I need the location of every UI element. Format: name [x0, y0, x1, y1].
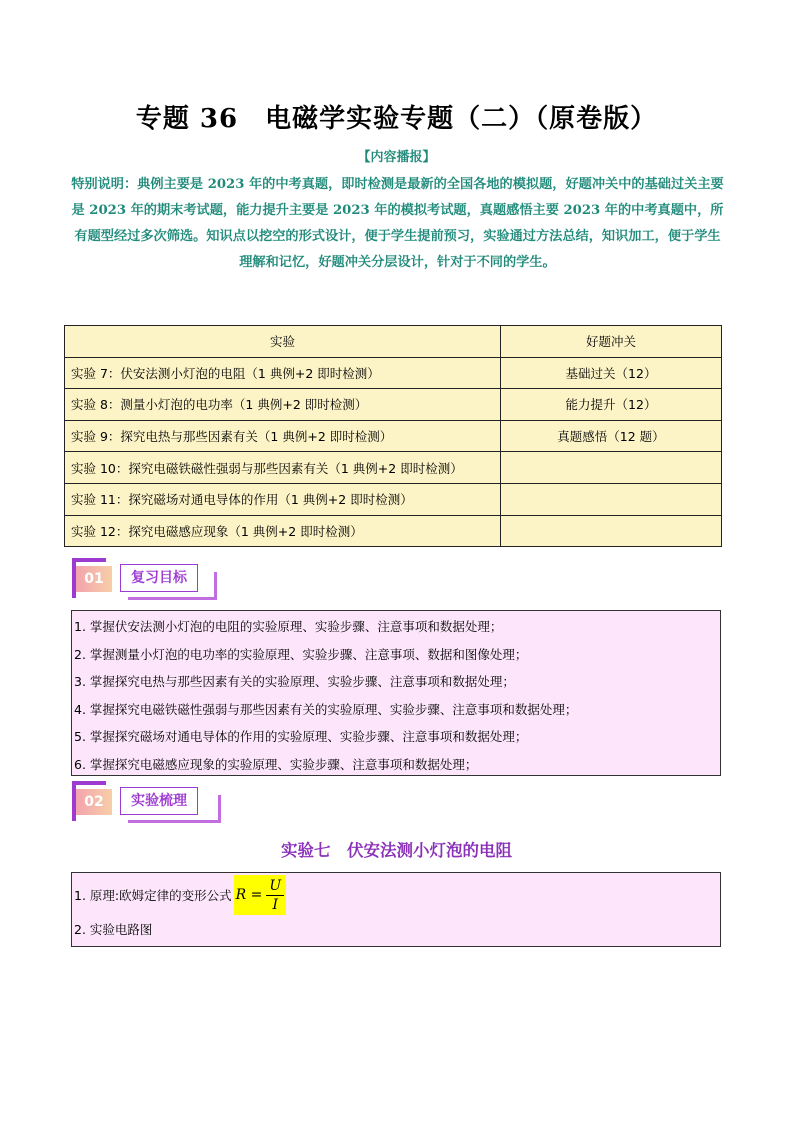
table-cell-practice — [501, 483, 722, 515]
table-header-experiment: 实验 — [65, 326, 501, 358]
experiment-seven-box — [71, 872, 721, 947]
table-row — [65, 515, 722, 547]
badge-shadow — [214, 572, 217, 600]
table-cell-practice — [501, 452, 722, 484]
badge-shadow — [218, 795, 221, 823]
page-title: 专题 36 电磁学实验专题（二）（原卷版） — [135, 104, 658, 134]
table-cell-experiment: 实验 8：测量小灯泡的电功率（1 典例+2 即时检测） — [65, 389, 501, 421]
badge-shadow — [128, 597, 217, 600]
principle-row — [72, 873, 720, 917]
list-item: 5. 掌握探究磁场对通电导体的作用的实验原理、实验步骤、注意事项和数据处理； — [74, 729, 528, 744]
badge-shadow — [128, 820, 221, 823]
section-label: 复习目标 — [120, 564, 198, 592]
circuit-diagram-label: 2. 实验电路图 — [74, 922, 153, 937]
formula-fraction — [266, 877, 284, 914]
experiment-heading: 实验七 伏安法测小灯泡的电阻 — [281, 841, 512, 860]
section-number: 02 — [84, 794, 104, 810]
content-broadcast-label: 【内容播报】 — [357, 150, 436, 165]
table-header-row — [65, 326, 722, 358]
section-label: 实验梳理 — [120, 787, 198, 815]
review-goals-box — [71, 610, 721, 776]
table-cell-experiment: 实验 12：探究电磁感应现象（1 典例+2 即时检测） — [65, 515, 501, 547]
section-badge-review-goals — [72, 558, 222, 600]
table-row — [65, 452, 722, 484]
formula-numerator: U — [266, 877, 284, 896]
section-number: 01 — [84, 571, 104, 587]
badge-accent-bar — [72, 781, 106, 785]
badge-accent-bar — [72, 558, 106, 562]
list-item: 3. 掌握探究电热与那些因素有关的实验原理、实验步骤、注意事项和数据处理； — [74, 674, 515, 689]
section-badge-experiment-review — [72, 781, 222, 823]
table-cell-practice: 真题感悟（12 题） — [501, 420, 722, 452]
table-header-practice: 好题冲关 — [501, 326, 722, 358]
table-cell-experiment: 实验 9：探究电热与那些因素有关（1 典例+2 即时检测） — [65, 420, 501, 452]
table-cell-experiment: 实验 10：探究电磁铁磁性强弱与那些因素有关（1 典例+2 即时检测） — [65, 452, 501, 484]
intro-note: 特别说明：典例主要是 2023 年的中考真题，即时检测是最新的全国各地的模拟题，好题冲关中的基础过关主要是 2023 年的期末考试题，能力提升主要是 2023 年的模拟考试题，真题感悟主要 2023 年的中考真题中，所有题型经过多次筛选。知识点以挖空的形式设计，便于学生提前预习，实验通过方法总结，知识加工，便于学生理解和记忆，好题冲关分层设计，针对于不同的学生。 — [71, 177, 724, 270]
table-row — [65, 420, 722, 452]
list-item: 2. 掌握测量小灯泡的电功率的实验原理、实验步骤、注意事项、数据和图像处理； — [74, 646, 528, 662]
table-cell-practice: 能力提升（12） — [501, 389, 722, 421]
principle-label: 1. 原理:欧姆定律的变形公式 — [74, 888, 232, 903]
ohm-formula — [234, 875, 287, 915]
table-row — [65, 389, 722, 421]
table-cell-experiment: 实验 7：伏安法测小灯泡的电阻（1 典例+2 即时检测） — [65, 357, 501, 389]
list-item: 1. 掌握伏安法测小灯泡的电阻的实验原理、实验步骤、注意事项和数据处理； — [74, 619, 503, 634]
table-cell-practice: 基础过关（12） — [501, 357, 722, 389]
table-row — [65, 483, 722, 515]
table-cell-experiment: 实验 11：探究磁场对通电导体的作用（1 典例+2 即时检测） — [65, 483, 501, 515]
formula-lhs: R = — [235, 887, 263, 903]
list-item: 6. 掌握探究电磁感应现象的实验原理、实验步骤、注意事项和数据处理； — [74, 756, 478, 772]
table-row — [65, 357, 722, 389]
contents-table — [64, 325, 722, 547]
goal-list — [72, 611, 720, 778]
formula-denominator: I — [272, 896, 279, 913]
table-cell-practice — [501, 515, 722, 547]
list-item: 4. 掌握探究电磁铁磁性强弱与那些因素有关的实验原理、实验步骤、注意事项和数据处理； — [74, 701, 578, 717]
